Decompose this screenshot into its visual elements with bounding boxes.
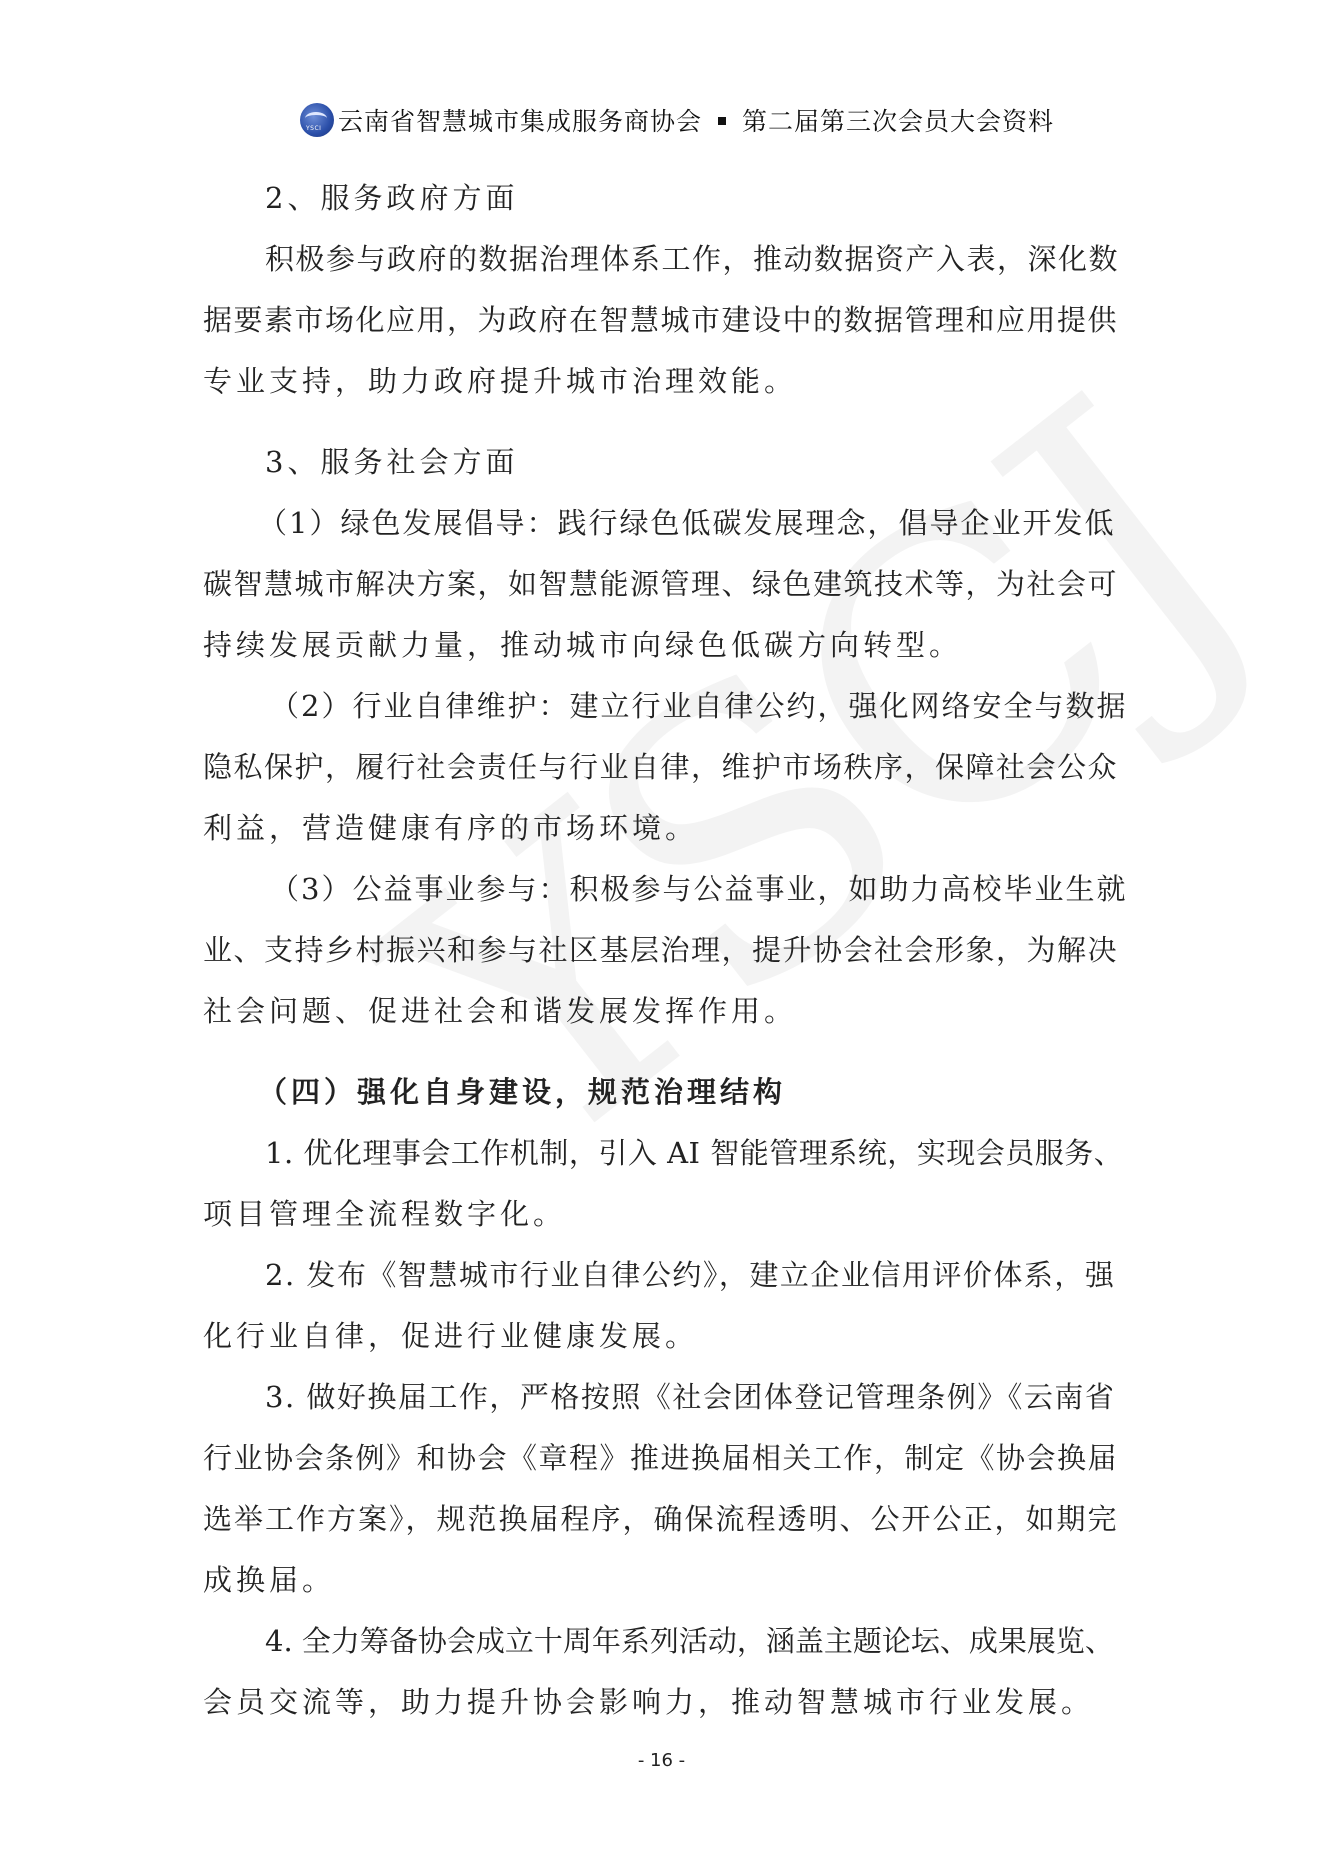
paragraph-line: 成换届。 <box>203 1563 336 1597</box>
paragraph-line: 业、支持乡村振兴和参与社区基层治理，提升协会社会形象，为解决 <box>203 933 1119 967</box>
paragraph-line: 隐私保护，履行社会责任与行业自律，维护市场秩序，保障社会公众 <box>203 750 1119 784</box>
section-heading-society: 3、服务社会方面 <box>265 445 519 479</box>
paragraph-line: 2. 发布《智慧城市行业自律公约》，建立企业信用评价体系，强 <box>265 1258 1116 1292</box>
paragraph-line: 持续发展贡献力量，推动城市向绿色低碳方向转型。 <box>203 628 963 662</box>
page-header <box>300 100 1200 140</box>
paragraph-line: 利益，营造健康有序的市场环境。 <box>203 811 699 845</box>
paragraph-line: 社会问题、促进社会和谐发展发挥作用。 <box>203 994 798 1028</box>
paragraph-line: 选举工作方案》，规范换届程序，确保流程透明、公开公正，如期完 <box>203 1502 1119 1536</box>
paragraph-line: 据要素市场化应用，为政府在智慧城市建设中的数据管理和应用提供 <box>203 303 1119 337</box>
section-heading-gov: 2、服务政府方面 <box>265 181 519 215</box>
paragraph-line: （1）绿色发展倡导：践行绿色低碳发展理念，倡导企业开发低 <box>258 506 1116 540</box>
paragraph-line: 专业支持，助力政府提升城市治理效能。 <box>203 364 798 398</box>
header-title-right: 第二届第三次会员大会资料 <box>742 107 1055 136</box>
header-separator <box>718 117 726 125</box>
header-title-left: 云南省智慧城市集成服务商协会 <box>338 107 703 136</box>
paragraph-line: （3）公益事业参与：积极参与公益事业，如助力高校毕业生就 <box>270 872 1128 906</box>
paragraph-line: 3. 做好换届工作，严格按照《社会团体登记管理条例》《云南省 <box>265 1380 1116 1414</box>
paragraph-line: 4. 全力筹备协会成立十周年系列活动，涵盖主题论坛、成果展览、 <box>265 1624 1114 1658</box>
paragraph-line: 化行业自律，促进行业健康发展。 <box>203 1319 699 1353</box>
section-heading-four: （四）强化自身建设，规范治理结构 <box>258 1075 787 1109</box>
association-logo-icon <box>300 103 334 137</box>
page-number: - 16 - <box>637 1750 686 1771</box>
paragraph-line: 会员交流等，助力提升协会影响力，推动智慧城市行业发展。 <box>203 1685 1095 1719</box>
logo-text: YSCI <box>306 125 322 132</box>
document-body <box>203 168 1128 1733</box>
paragraph-line: 积极参与政府的数据治理体系工作，推动数据资产入表，深化数 <box>265 242 1120 276</box>
header-title <box>338 102 1054 138</box>
paragraph-line: 行业协会条例》和协会《章程》推进换届相关工作，制定《协会换届 <box>203 1441 1119 1475</box>
paragraph-line: 碳智慧城市解决方案，如智慧能源管理、绿色建筑技术等，为社会可 <box>203 567 1119 601</box>
paragraph-line: 项目管理全流程数字化。 <box>203 1197 567 1231</box>
paragraph-line: 1. 优化理事会工作机制，引入 AI 智能管理系统，实现会员服务、 <box>265 1136 1124 1170</box>
paragraph-line: （2）行业自律维护：建立行业自律公约，强化网络安全与数据 <box>270 689 1128 723</box>
